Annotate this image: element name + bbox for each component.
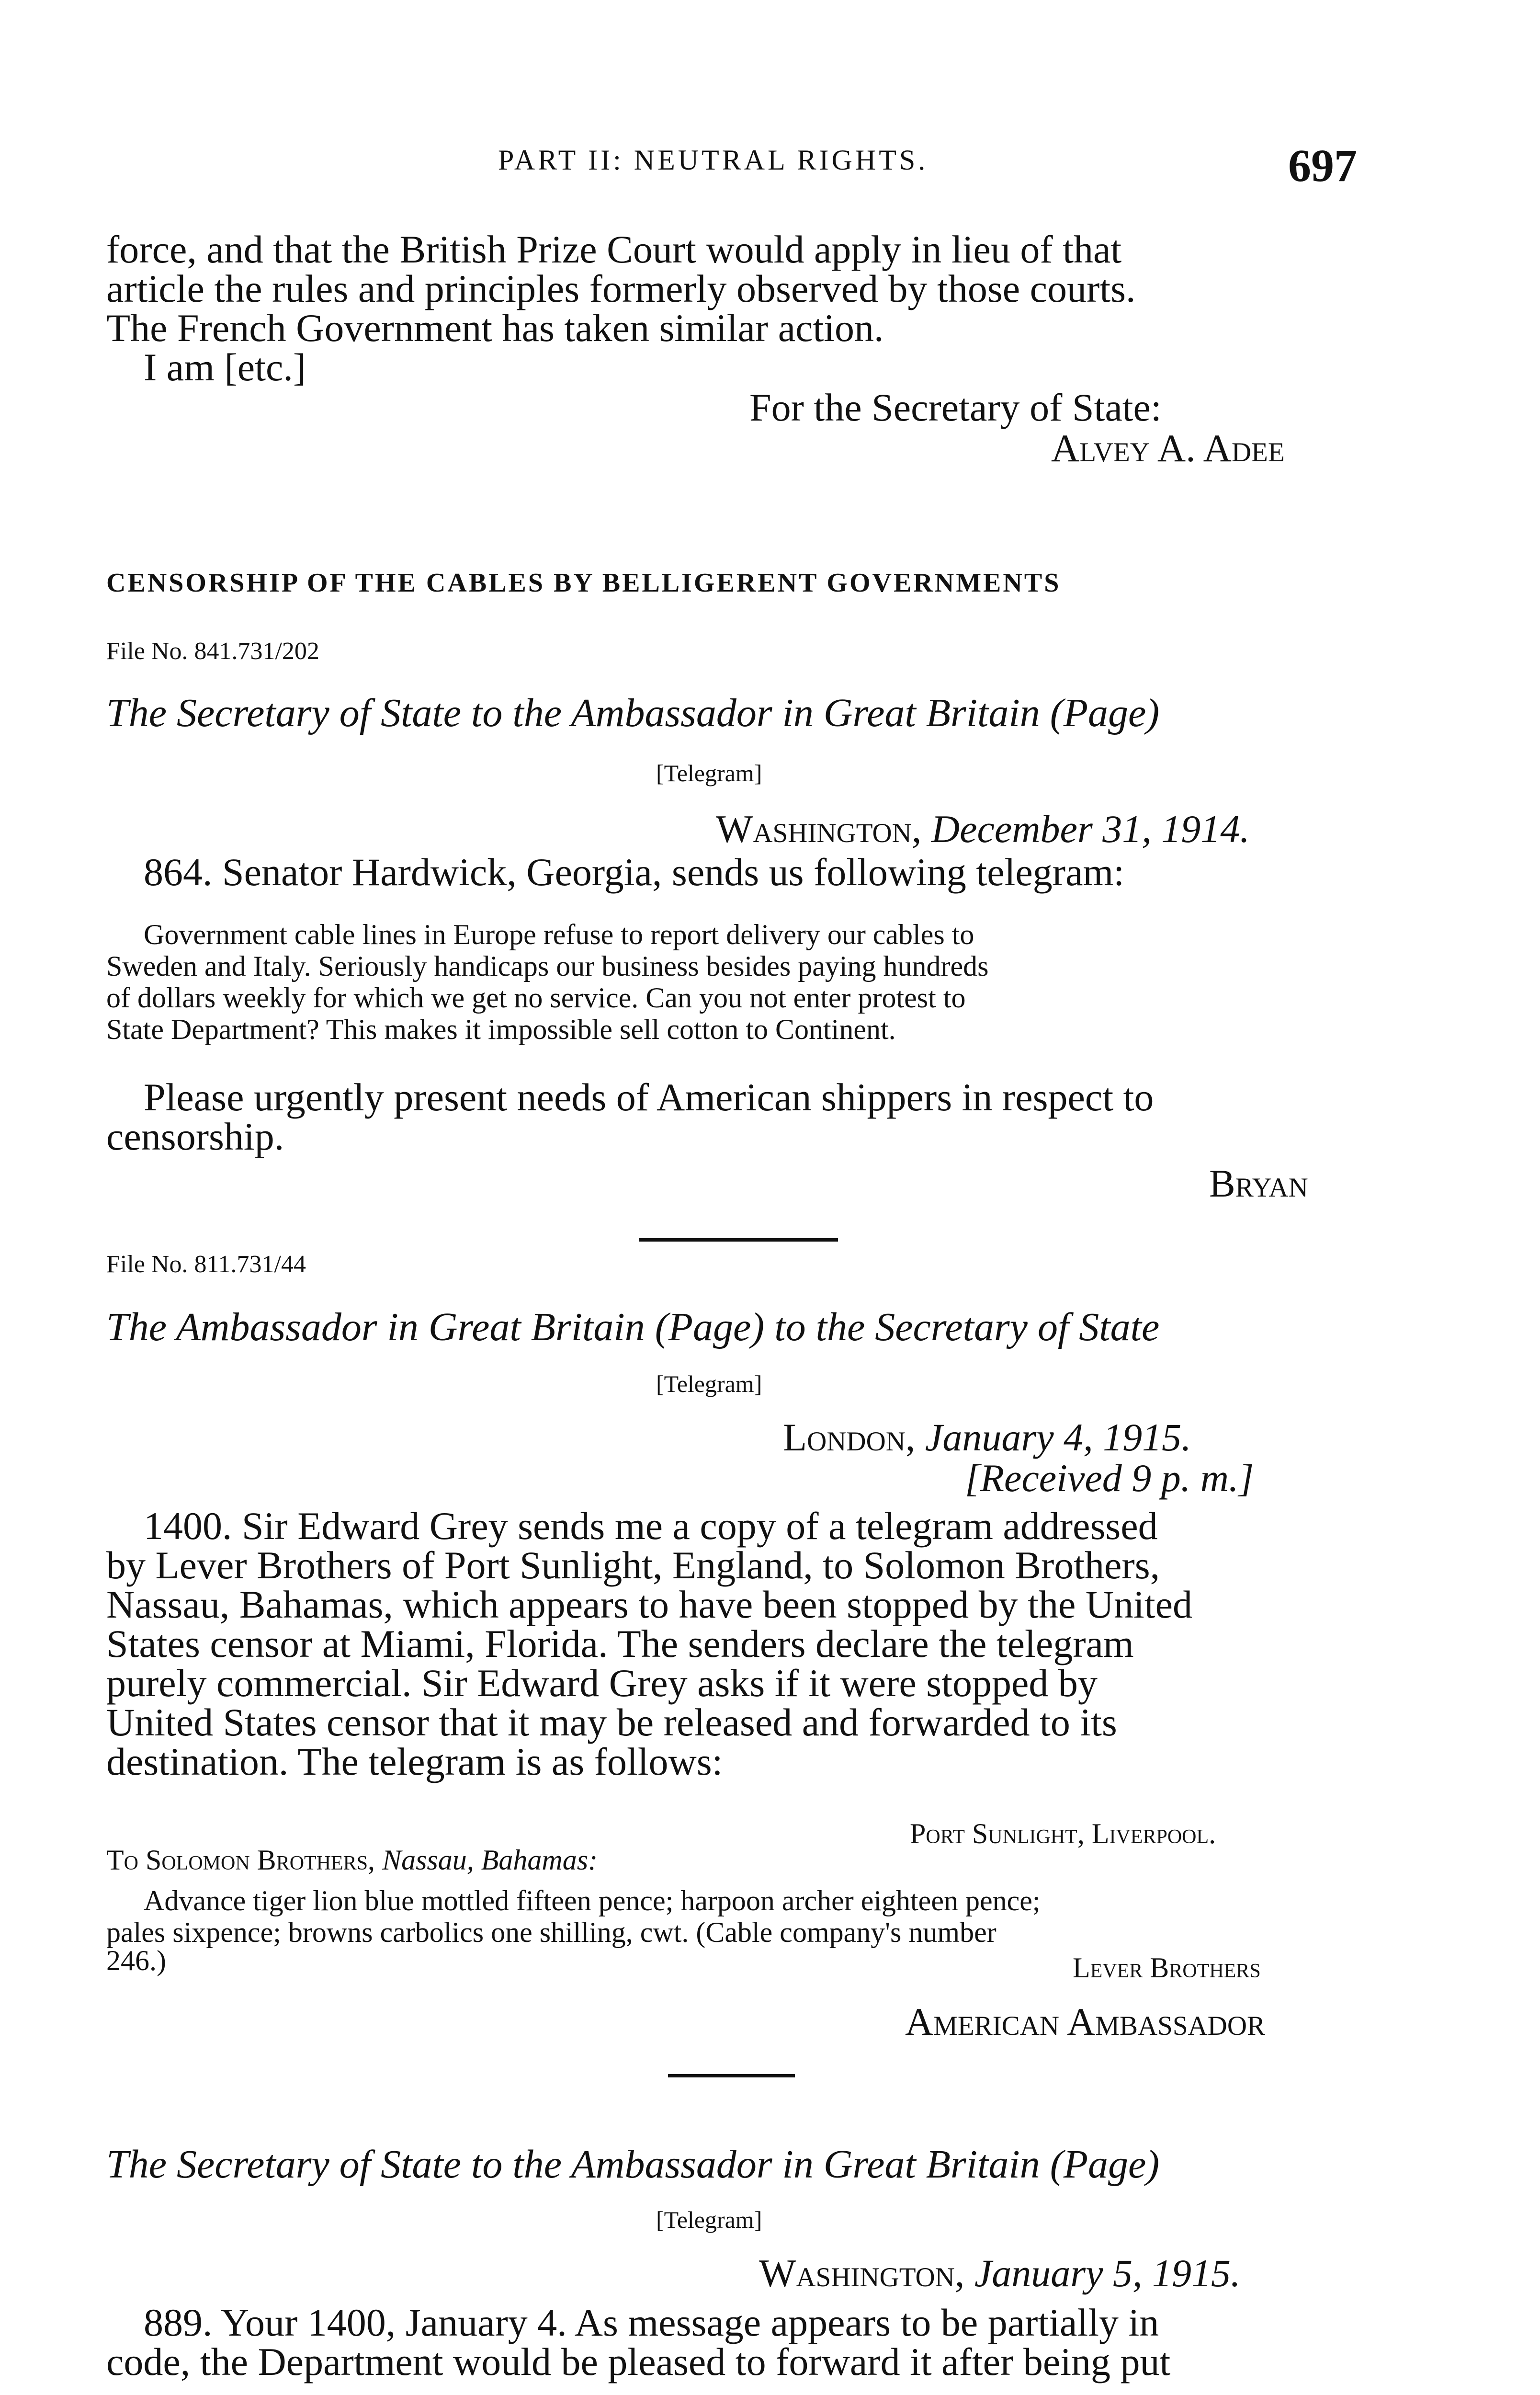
signature-adee: Alvey A. Adee [1051,426,1285,470]
quote-line-2: Sweden and Italy. Seriously handicaps our business besides paying hundreds [106,950,989,982]
para-line-3: Nassau, Bahamas, which appears to have been stopped by the United [106,1583,1193,1626]
opening-line-3: The French Government has taken similar action. [106,306,884,350]
inner-line-2: pales sixpence; browns carbolics one shilling, cwt. (Cable company's number [106,1916,996,1948]
inner-to-place: Nassau, Bahamas: [382,1844,598,1876]
inner-dateline: Port Sunlight, Liverpool. [910,1818,1216,1849]
file-number: File No. 811.731/44 [106,1251,306,1278]
divider-rule [668,2074,795,2077]
dateline-date: January 4, 1915. [925,1415,1191,1459]
signature-bryan: Bryan [1209,1162,1308,1205]
dateline-date: January 5, 1915. [974,2251,1241,2295]
telegram-label: [Telegram] [656,2206,762,2233]
quote-line-4: State Department? This makes it impossible sell cotton to Continent. [106,1014,896,1045]
telegram-label: [Telegram] [656,1370,762,1397]
opening-line-2: article the rules and principles formerly observed by those courts. [106,267,1136,310]
para-line-5: purely commercial. Sir Edward Grey asks if it were stopped by [106,1661,1098,1705]
quote-line-1: Government cable lines in Europe refuse to report delivery our cables to [144,919,974,950]
section-heading: CENSORSHIP OF THE CABLES BY BELLIGERENT GOVERNMENTS [106,568,1061,598]
telegram-label: [Telegram] [656,760,762,787]
para2-line-1: Please urgently present needs of American shippers in respect to [144,1075,1154,1119]
para-line-7: destination. The telegram is as follows: [106,1740,723,1783]
opening-line-1: force, and that the British Prize Court would apply in lieu of that [106,228,1122,271]
quote-line-3: of dollars weekly for which we get no service. Can you not enter protest to [106,982,966,1014]
file-number: File No. 841.731/202 [106,638,319,665]
dateline-place: Washington, [716,807,922,851]
document-title: The Secretary of State to the Ambassador in Great Britain (Page) [106,2142,1160,2187]
dateline-place: London, [783,1415,916,1459]
dateline-date: December 31, 1914. [931,807,1250,851]
divider-rule [639,1238,838,1242]
para-line-1: 1400. Sir Edward Grey sends me a copy of a telegram addressed [144,1504,1158,1548]
inner-signature: Lever Brothers [1073,1952,1261,1984]
inner-line-1: Advance tiger lion blue mottled fifteen pence; harpoon archer eighteen pence; [144,1885,1041,1916]
para-line-2: by Lever Brothers of Port Sunlight, England, to Solomon Brothers, [106,1543,1160,1587]
para-line-1: 889. Your 1400, January 4. As message appears to be partially in [144,2301,1159,2344]
para2-line-2: censorship. [106,1115,284,1158]
inner-line-3: 246.) [106,1945,166,1976]
running-title: PART II: NEUTRAL RIGHTS. [498,144,929,176]
received-note: [Received 9 p. m.] [965,1456,1254,1500]
dateline-place: Washington, [759,2251,965,2295]
para-line-4: States censor at Miami, Florida. The senders declare the telegram [106,1622,1134,1665]
para-line-6: United States censor that it may be released and forwarded to its [106,1700,1117,1744]
page-number: 697 [1288,140,1357,191]
para-line-2: code, the Department would be pleased to forward it after being put [106,2340,1171,2384]
closing-phrase: I am [etc.] [144,345,306,389]
document-title: The Secretary of State to the Ambassador in Great Britain (Page) [106,691,1160,735]
inner-to: To Solomon Brothers, [106,1844,375,1876]
signature-ambassador: American Ambassador [905,2000,1266,2043]
paragraph-864: 864. Senator Hardwick, Georgia, sends us following telegram: [144,850,1125,894]
for-secretary: For the Secretary of State: [749,386,1162,429]
document-title: The Ambassador in Great Britain (Page) to the Secretary of State [106,1305,1160,1349]
